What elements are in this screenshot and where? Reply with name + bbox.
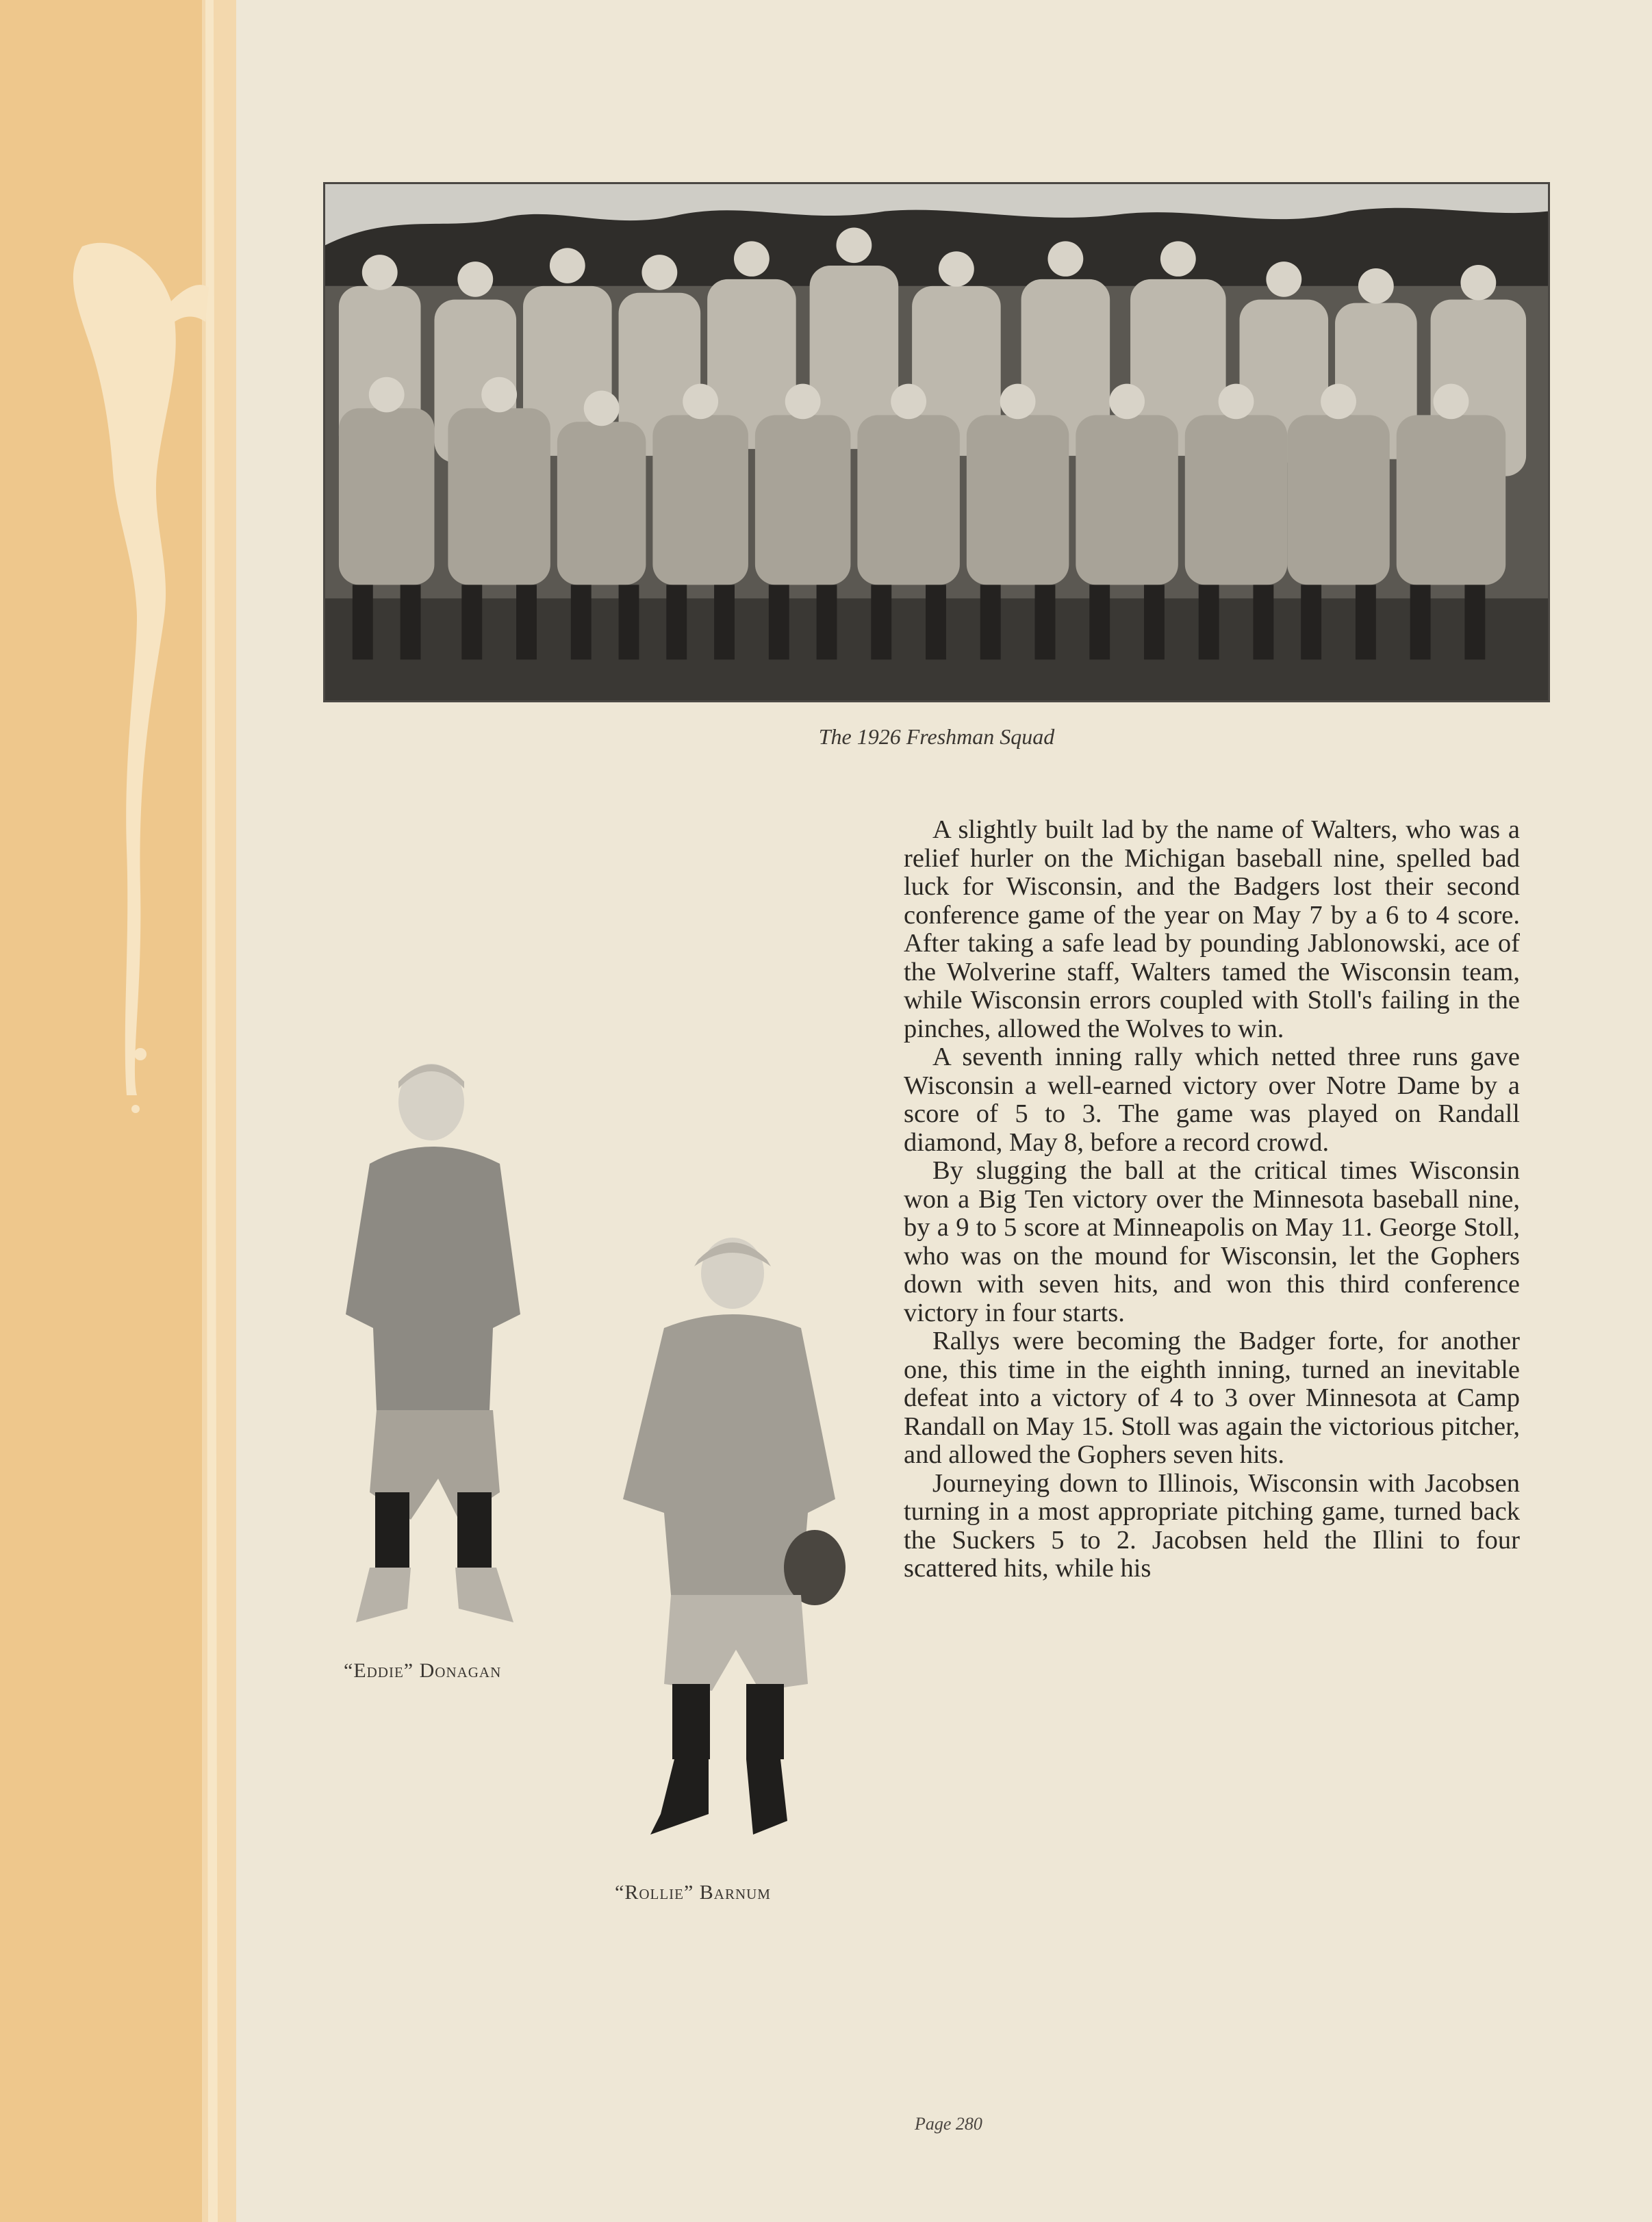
player-figure-icon [335,1040,534,1650]
player-photo-barnum [609,1212,849,1848]
article-paragraph: A seventh inning rally which netted three runs gave Wisconsin a well-earned victory over Notre Dame by a score of 5 to 3. The game was played on Randall diamond, May 8, before a record crowd. [904,1043,1520,1157]
vine-ornament-icon [0,0,236,2222]
article-paragraph: A slightly built lad by the name of Walters, who was a relief hurler on the Michigan baseball nine, spelled bad luck for Wisconsin, and the Badgers lost their second conference game of the year on May 7 by a 6 to 4 score. After taking a safe lead by pounding Jablonowski, ace of the Wolverine staff, Walters tamed the Wisconsin team, while Wisconsin errors coupled with Stoll's failing in the pinches, allowed the Wolves to win. [904,815,1520,1043]
article-text [904,816,1520,1583]
article-paragraph: By slugging the ball at the critical times Wisconsin won a Big Ten victory over the Minnesota baseball nine, by a 9 to 5 score at Minneapolis on May 11. George Stoll, who was on the mound for Wisconsin, let the Gophers down with seven hits, and won this third conference victory in four starts. [904,1156,1520,1327]
article-paragraph: Journeying down to Illinois, Wisconsin with Jacobsen turning in a most appropriate pitching game, turned back the Suckers 5 to 2. Jacobsen held the Illini to four scattered hits, while his [904,1468,1520,1583]
decorative-border-strip [0,0,236,2222]
player-caption-barnum: “Rollie” Barnum [615,1881,771,1904]
player-figure-icon [609,1212,849,1848]
page-number: Page 280 [915,2114,982,2134]
player-photo-donagan [335,1040,534,1650]
photo-caption: The 1926 Freshman Squad [818,724,1055,749]
team-photo [323,182,1550,702]
team-photo-image [325,184,1548,700]
player-caption-donagan: “Eddie” Donagan [344,1659,502,1682]
article-paragraph: Rallys were becoming the Badger forte, for another one, this time in the eighth inning, turned an inevitable defeat into a victory of 4 to 3 over Minnesota at Camp Randall on May 15. Stoll was again the victorious pitcher, and allowed the Gophers seven hits. [904,1327,1520,1469]
